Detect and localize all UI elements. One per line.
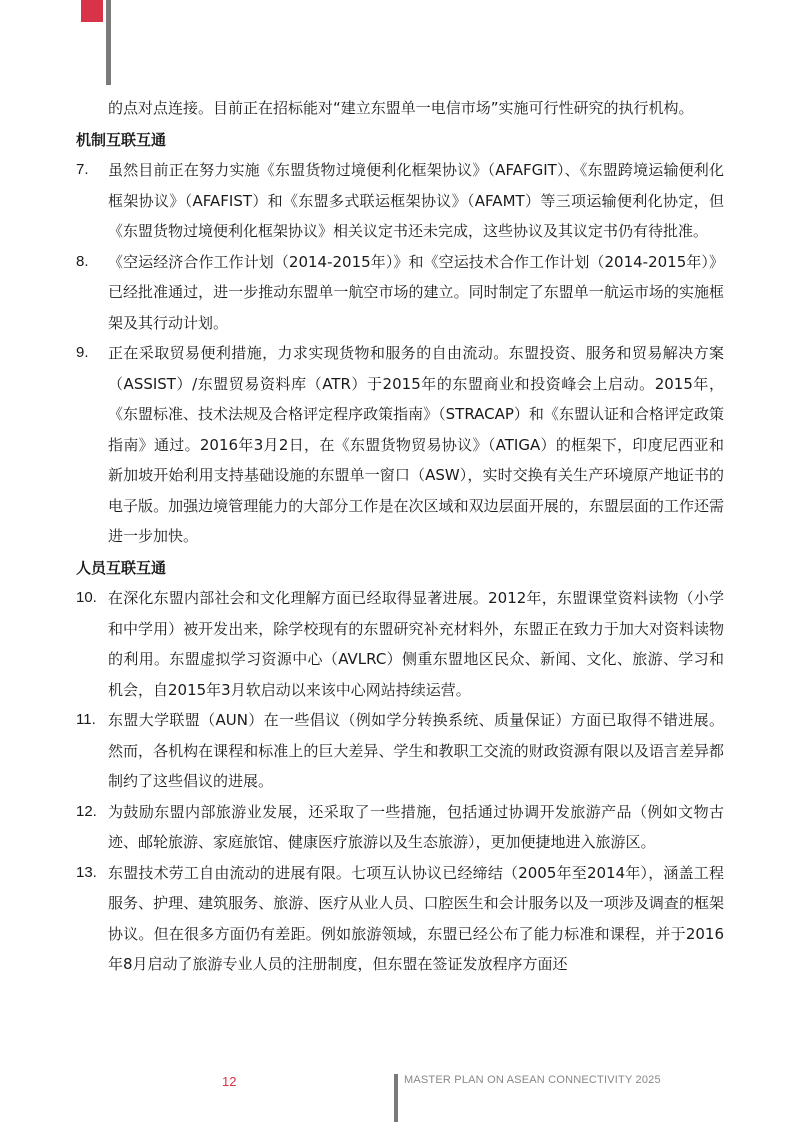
item-number: 11.: [76, 711, 96, 728]
section-people-connectivity: [76, 553, 724, 980]
list-item: [76, 705, 724, 797]
item-text: 在深化东盟内部社会和文化理解方面已经取得显著进展。2012年，东盟课堂资料读物（小学和中学用）被开发出来，除学校现有的东盟研究补充材料外，东盟正在致力于加大对资料读物的利用。东盟虚拟学习资源中心（AVLRC）侧重东盟地区民众、新闻、文化、旅游、学习和机会，自2015年3月软启动以来该中心网站持续运营。: [108, 589, 724, 699]
page-body: [76, 93, 724, 980]
list-item: [76, 858, 724, 980]
item-number: 13.: [76, 863, 97, 881]
continuation-paragraph: 的点对点连接。目前正在招标能对“建立东盟单一电信市场”实施可行性研究的执行机构。: [108, 99, 694, 117]
item-text: 《空运经济合作工作计划（2014-2015年）》和《空运技术合作工作计划（2014-2015年）》已经批准通过，进一步推动东盟单一航空市场的建立。同时制定了东盟单一航运市场的实施框架及其行动计划。: [108, 252, 724, 332]
item-number: 8.: [76, 252, 89, 270]
list-item: [76, 247, 724, 339]
section-heading: 人员互联互通: [76, 558, 167, 577]
section-institutional-connectivity: [76, 125, 724, 552]
list-item: [76, 155, 724, 247]
footer-divider-bar: [394, 1074, 398, 1122]
item-number: 9.: [76, 344, 89, 361]
list-item: [76, 338, 724, 552]
item-number: 10.: [76, 589, 97, 606]
list-item: [76, 797, 724, 858]
header-divider-bar: [106, 0, 111, 85]
item-text: 虽然目前正在努力实施《东盟货物过境便利化框架协议》（AFAFGIT）、《东盟跨境运输便利化框架协议》（AFAFIST）和《东盟多式联运框架协议》（AFAMT）等三项运输便利化协定，但《东盟货物过境便利化框架协议》相关议定书还未完成，这些协议及其议定书仍有待批准。: [108, 161, 724, 240]
item-text: 东盟技术劳工自由流动的进展有限。七项互认协议已经缔结（2005年至2014年），涵盖工程服务、护理、建筑服务、旅游、医疗从业人员、口腔医生和会计服务以及一项涉及调查的框架协议。但在很多方面仍有差距。例如旅游领域，东盟已经公布了能力标准和课程，并于2016年8月启动了旅游专业人员的注册制度，但东盟在签证发放程序方面还: [108, 863, 724, 973]
header-accent-square: [81, 0, 103, 22]
item-number: 7.: [76, 161, 89, 178]
item-text: 东盟大学联盟（AUN）在一些倡议（例如学分转换系统、质量保证）方面已取得不错进展。然而，各机构在课程和标准上的巨大差异、学生和教职工交流的财政资源有限以及语言差异都制约了这些倡议的进展。: [108, 711, 724, 790]
item-number: 12.: [76, 802, 97, 820]
page-number: 12: [222, 1074, 237, 1089]
list-item: [76, 583, 724, 705]
item-text: 正在采取贸易便利措施，力求实现货物和服务的自由流动。东盟投资、服务和贸易解决方案（ASSIST）/东盟贸易资料库（ATR）于2015年的东盟商业和投资峰会上启动。2015年，《东盟标准、技术法规及合格评定程序政策指南》（STRACAP）和《东盟认证和合格评定政策指南》通过。2016年3月2日，在《东盟货物贸易协议》（ATIGA）的框架下，印度尼西亚和新加坡开始利用支持基础设施的东盟单一窗口（ASW），实时交换有关生产环境原产地证书的电子版。加强边境管理能力的大部分工作是在次区域和双边层面开展的，东盟层面的工作还需进一步加快。: [108, 344, 724, 545]
section-heading: 机制互联互通: [76, 130, 167, 149]
item-text: 为鼓励东盟内部旅游业发展，还采取了一些措施，包括通过协调开发旅游产品（例如文物古迹、邮轮旅游、家庭旅馆、健康医疗旅游以及生态旅游），更加便捷地进入旅游区。: [108, 802, 724, 851]
footer-title: MASTER PLAN ON ASEAN CONNECTIVITY 2025: [404, 1074, 661, 1086]
